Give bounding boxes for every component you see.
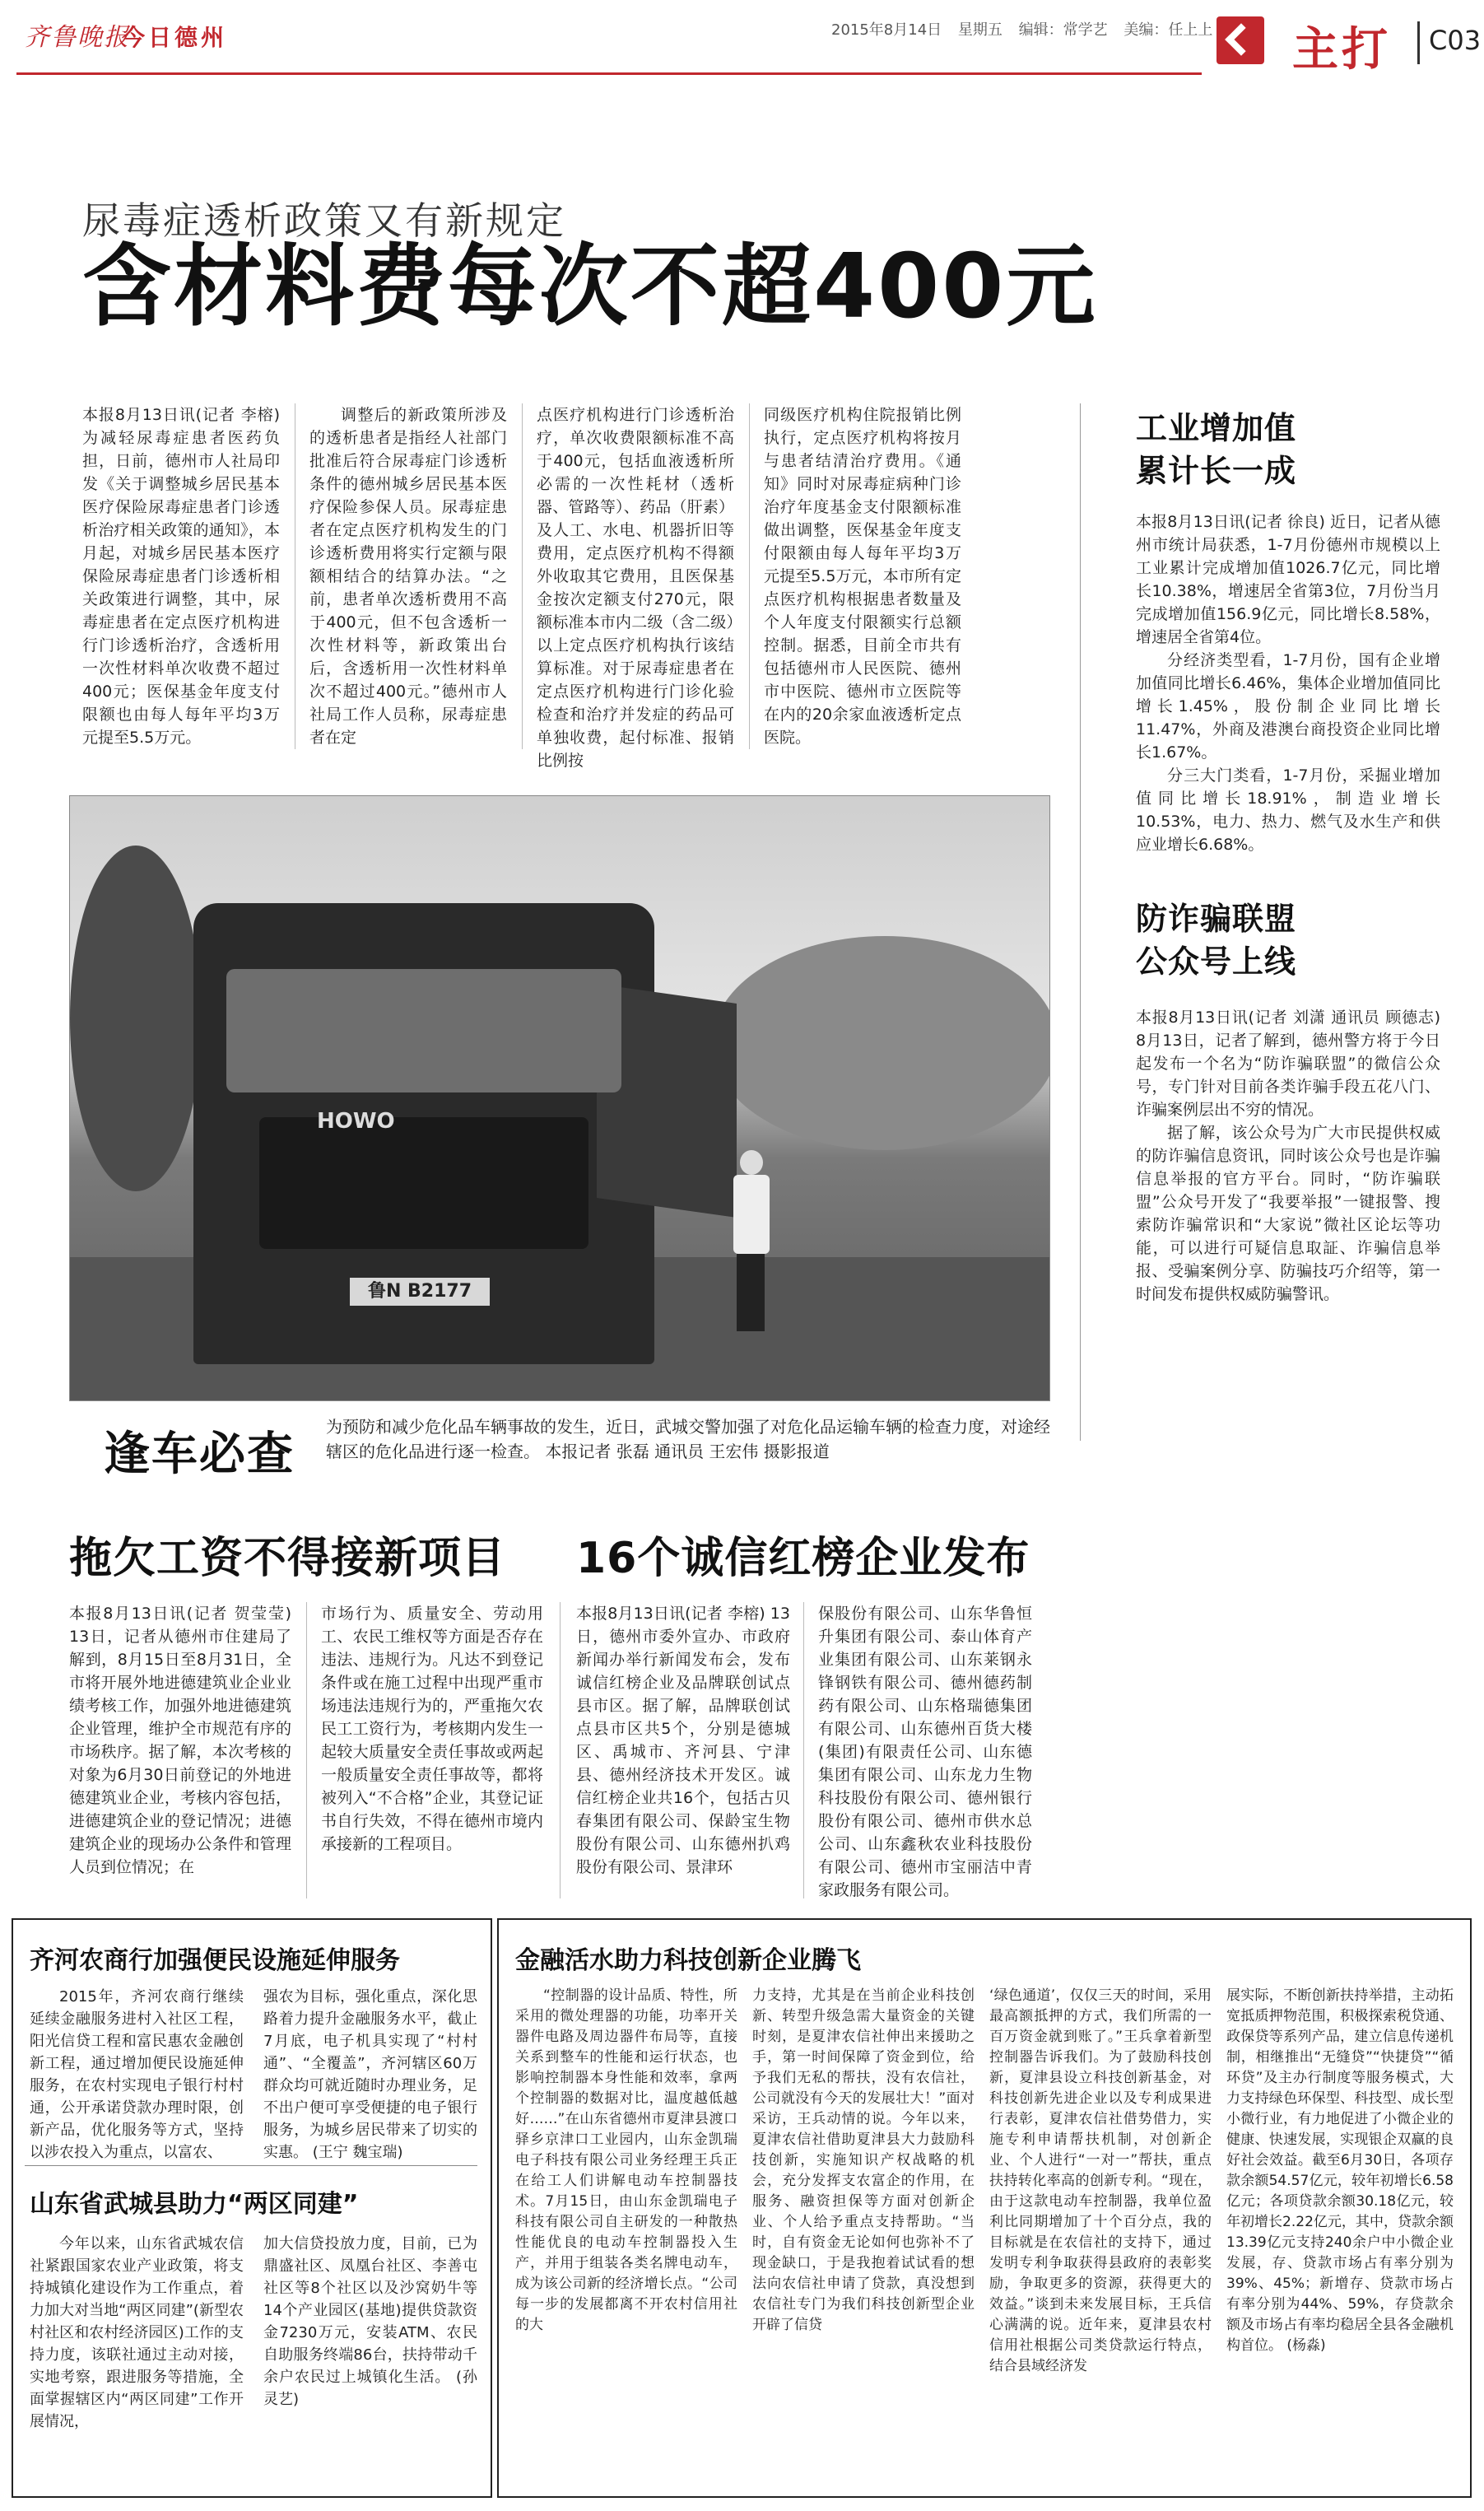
lead-column-3: 点医疗机构进行门诊透析治疗，单次收费限额标准不高于400元，包括血液透析所必需的一次性耗材（透析器、管路等）、药品（肝素）及人工、水电、机器折旧等费用，定点医疗机构不得额外收取其它费用，且医保基金按次定额支付270元，限额标准本市内二级（含二级）以上定点医疗机构执行该结算标准。对于尿毒症患者在定点医疗机构进行门诊化验检查和治疗并发症的药品可单独收费，起付标准、报销比例按: [537, 406, 734, 770]
side2-headline: 防诈骗联盟 公众号上线: [1136, 901, 1297, 980]
section-tag: 主打: [1292, 23, 1391, 77]
story3-headline: 16个诚信红榜企业发布: [576, 1534, 1030, 1583]
side1-body: 本报8月13日讯(记者 徐良) 近日，记者从德州市统计局获悉，1-7月份德州市规模以上工业累计完成增加值1026.7亿元，同比增长10.38%，增速居全省第3位，7月份当月完成增加值156.9亿元，同比增长8.58%，增速居全省第4位。 分经济类型看，1-7月份，国有企业增加值同比增长6.46%，集体企业增加值同比增长1.45%，股份制企业同比增长11.47%，外商及港澳台商投资企业同比增长1.67%。 分三大门类看，1-7月份，采掘业增加值同比增长18.91%，制造业增长10.53%，电力、热力、燃气及水生产和供应业增长6.68%。: [1136, 513, 1440, 854]
box2-column-2: 加大信贷投放力度，目前，已为鼎盛社区、凤凰台社区、李善屯社区等8个社区以及沙窝奶牛等14个产业园区(基地)提供贷款资金7230万元，安装ATM、农民自助服务终端86台，扶持带动千余户农民过上城镇化生活。 (孙灵艺): [263, 2235, 477, 2408]
box3-column-3: ‘绿色通道’，仅仅三天的时间，采用最高额抵押的方式，我们所需的一百万资金就到账了。”王兵拿着新型控制器告诉我们。为了鼓励科技创新，夏津县设立科技创新基金，对科技创新先进企业以及专利成果进行表彰，夏津农信社借势借力，实施专利申请帮扶机制，对创新企业、个人进行“一对一”帮扶，重点扶持转化率高的创新专利。“现在，由于这款电动车控制器，我单位盈利比同期增加了十个百分点，我的目标就是在农信社的支持下，通过发明专利争取获得县政府的表彰奖励，争取更多的资源，获得更大的效益。”谈到未来发展目标，王兵信心满满的说。近年来，夏津县农村信用社根据公司类贷款运行特点，结合县域经济发: [989, 1987, 1212, 2374]
story2-column-1: 本报8月13日讯(记者 贺莹莹) 13日，记者从德州市住建局了解到，8月15日至8月31日，全市将开展外地进德建筑业企业业绩考核工作，加强外地进德建筑企业管理，维护全市规范有序的市场秩序。据了解，本次考核的对象为6月30日前登记的外地进德建筑业企业，考核内容包括，进德建筑企业的登记情况；进德建筑企业的现场办公条件和管理人员到位情况；在: [69, 1605, 291, 1876]
dateline: [831, 18, 1224, 40]
section-name: 今日德州: [122, 24, 228, 51]
story3-column-2: 保股份有限公司、山东华鲁恒升集团有限公司、泰山体育产业集团有限公司、山东莱钢永锋钢铁有限公司、德州德药制药有限公司、山东格瑞德集团有限公司、山东德州百货大楼(集团)有限责任公司、山东德集团有限公司、山东龙力生物科技股份有限公司、德州银行股份有限公司、德州市供水总公司、山东鑫秋农业科技股份有限公司、德州市宝丽洁中青家政服务有限公司。: [818, 1605, 1032, 1899]
designer-credit: 美编：任上上: [1123, 21, 1213, 39]
box3-column-1: “控制器的设计品质、特性，所采用的微处理器的功能，功率开关器件电路及周边器件布局等，直接关系到整车的性能和运行状态，也影响控制器本身性能和效率，拿两个控制器的数据对比，温度越低越好……”在山东省德州市夏津县渡口驿乡京津口工业园内，山东金凯瑞电子科技有限公司业务经理王兵正在给工人们讲解电动车控制器技术。7月15日，由山东金凯瑞电子科技有限公司自主研发的一种散热性能优良的电动车控制器投入生产，并用于组装各类名牌电动车，成为该公司新的经济增长点。“公司每一步的发展都离不开农村信用社的大: [515, 1987, 737, 2333]
masthead-logo: 齐鲁晚报: [25, 23, 130, 52]
photo-caption-title: 逢车必查: [104, 1428, 295, 1481]
truck-brand: HOWO: [317, 1109, 395, 1134]
story3-column-1: 本报8月13日讯(记者 李榕) 13日，德州市委外宣办、市政府新闻办举行新闻发布会，发布诚信红榜企业及品牌联创试点县市区。据了解，品牌联创试点县市区共5个，分别是德城区、禹城市、齐河县、宁津县、德州经济技术开发区。诚信红榜企业共16个，包括古贝春集团有限公司、保龄宝生物股份有限公司、山东德州扒鸡股份有限公司、景津环: [576, 1605, 790, 1876]
column-rule: [749, 403, 750, 749]
box3-column-2: 力支持，尤其是在当前企业科技创新、转型升级急需大量资金的关键时刻，是夏津农信社伸出来援助之手，第一时间保障了资金到位，给予我们无私的帮扶，没有农信社，公司就没有今天的发展壮大！”面对采访，王兵动情的说。今年以来，夏津农信社借助夏津县大力鼓励科技创新，实施知识产权战略的机会，充分发挥支农富企的作用，在服务、融资担保等方面对创新企业、个人给予重点支持帮助。“当时，自有资金无论如何也弥补不了现金缺口，于是我抱着试试看的想法向农信社申请了贷款，真没想到农信社专门为我们科技创新型企业开辟了信贷: [752, 1987, 975, 2333]
box3-headline: 金融活水助力科技创新企业腾飞: [515, 1946, 861, 1975]
box2-headline: 山东省武城县助力“两区同建”: [30, 2190, 359, 2219]
sidebar-rule: [1080, 403, 1081, 1441]
lead-column-4: 同级医疗机构住院报销比例执行，定点医疗机构将按月与患者结清治疗费用。《通知》同时对尿毒症病种门诊治疗年度基金支付限额标准做出调整，医保基金年度支付限额由每人每年平均3万元提至5.5万元，本市所有定点医疗机构根据患者数量及个人年度支付限额实行总额控制。据悉，目前全市共有包括德州市人民医院、德州市中医院、德州市立医院等在内的20余家血液透析定点医院。: [764, 406, 961, 747]
masthead-rule: [16, 72, 1202, 75]
side2-body: 本报8月13日讯(记者 刘潇 通讯员 顾德志) 8月13日，记者了解到，德州警方将于今日起发布一个名为“防诈骗联盟”的微信公众号，专门针对目前各类诈骗手段五花八门、诈骗案例层出不穷的情况。 据了解，该公众号为广大市民提供权威的防诈骗信息资讯，同时该公众号也是诈骗信息举报的官方平台。同时，“防诈骗联盟”公众号开发了“我要举报”一键报警、搜索防诈骗常识和“大家说”微社区论坛等功能，可以进行可疑信息取証、诈骗信息举报、受骗案例分享、防骗技巧介绍等，第一时间发布提供权威防骗警讯。: [1136, 1009, 1440, 1303]
news-photo: [69, 795, 1050, 1401]
story2-headline: 拖欠工资不得接新项目: [69, 1534, 506, 1583]
box-divider: [25, 2165, 477, 2166]
box3-column-4: 展实际，不断创新扶持举措，主动拓宽抵质押物范围，积极探索税贷通、政保贷等系列产品，建立信息传递机制，相继推出“无缝贷”“快捷贷”“循环贷”及主办行制度等服务模式，大力支持绿色环保型、科技型、成长型小微行业，有力地促进了小微企业的健康、快速发展，实现银企双赢的良好社会效益。截至6月30日，各项存款余额54.57亿元，较年初增长6.58亿元；各项贷款余额30.18亿元，较年初增长2.22亿元，其中，贷款余额13.39亿元支持240余户中小微企业发展，存、贷款市场占有率分别为39%、45%；新增存、贷款市场占有率分别为44%、59%，存贷款余额及市场占有率均稳居全县各金融机构首位。 (杨淼): [1226, 1987, 1454, 2354]
chevron-left-icon: [1217, 16, 1264, 64]
lead-kicker: 尿毒症透析政策又有新规定: [82, 198, 566, 243]
lead-column-1: 本报8月13日讯(记者 李榕) 为减轻尿毒症患者医药负担，日前，德州市人社局印发《关于调整城乡居民基本医疗保险尿毒症患者门诊透析治疗相关政策的通知》，本月起，对城乡居民基本医疗保险尿毒症患者门诊透析相关政策进行调整，其中，尿毒症患者在定点医疗机构进行门诊透析治疗，含透析用一次性材料单次收费不超过400元；医保基金年度支付限额也由每人每年平均3万元提至5.5万元。: [82, 406, 280, 747]
column-rule: [560, 1602, 561, 1898]
column-rule: [803, 1602, 804, 1898]
column-rule: [306, 1602, 307, 1898]
side1-headline: 工业增加值 累计长一成: [1136, 410, 1297, 489]
issue-weekday: 星期五: [957, 21, 1003, 39]
editor-credit: 编辑：常学艺: [1018, 21, 1108, 39]
box1-headline: 齐河农商行加强便民设施延伸服务: [30, 1946, 400, 1975]
truck-plate: 鲁N B2177: [350, 1278, 490, 1306]
tag-divider: [1417, 21, 1420, 64]
lead-headline: 含材料费每次不超400元: [82, 235, 1098, 338]
photo-caption-text: 为预防和减少危化品车辆事故的发生，近日，武城交警加强了对危化品运输车辆的检查力度，对途经辖区的危化品进行逐一检查。 本报记者 张磊 通讯员 王宏伟 摄影报道: [326, 1417, 1050, 1461]
issue-date: 2015年8月14日: [831, 21, 942, 39]
box2-column-1: 今年以来，山东省武城农信社紧跟国家农业产业政策，将支持城镇化建设作为工作重点，着力加大对当地“两区同建”(新型农村社区和农村经济园区)工作的支持力度，该联社通过主动对接，实地考察，跟进服务等措施，全面掌握辖区内“两区同建”工作开展情况，: [30, 2235, 244, 2430]
column-rule: [522, 403, 523, 749]
lead-column-2: 调整后的新政策所涉及的透析患者是指经人社部门批准后符合尿毒症门诊透析条件的德州城乡居民基本医疗保险参保人员。尿毒症患者在定点医疗机构发生的门诊透析费用将实行定额与限额相结合的结算办法。“之前，患者单次透析费用不高于400元，但不包含透析一次性材料等，新政策出台后，含透析用一次性材料单次不超过400元。”德州市人社局工作人员称，尿毒症患者在定: [309, 406, 507, 747]
box1-column-1: 2015年，齐河农商行继续延续金融服务进村入社区工程，阳光信贷工程和富民惠农金融创新工程，通过增加便民设施延伸服务，在农村实现电子银行村村通，公开承诺贷款办理时限，创新产品，优化服务等方式，坚持以涉农投入为重点，以富农、: [30, 1988, 244, 2161]
story2-column-2: 市场行为、质量安全、劳动用工、农民工维权等方面是否存在违法、违规行为。凡达不到登记条件或在施工过程中出现严重市场违法违规行为的，严重拖欠农民工工资行为，考核期内发生一起较大质量安全责任事故或两起一般质量安全责任事故等，都将被列入“不合格”企业，其登记证书自行失效，不得在德州市境内承接新的工程项目。: [321, 1605, 543, 1853]
page-number: C03: [1429, 25, 1482, 56]
box1-column-2: 强农为目标，强化重点，深化思路着力提升金融服务水平，截止7月底，电子机具实现了“村村通”、“全覆盖”，齐河辖区60万群众均可就近随时办理业务，足不出户便可享受便捷的电子银行服务，为城乡居民带来了切实的实惠。 (王宁 魏宝瑞): [263, 1988, 477, 2161]
